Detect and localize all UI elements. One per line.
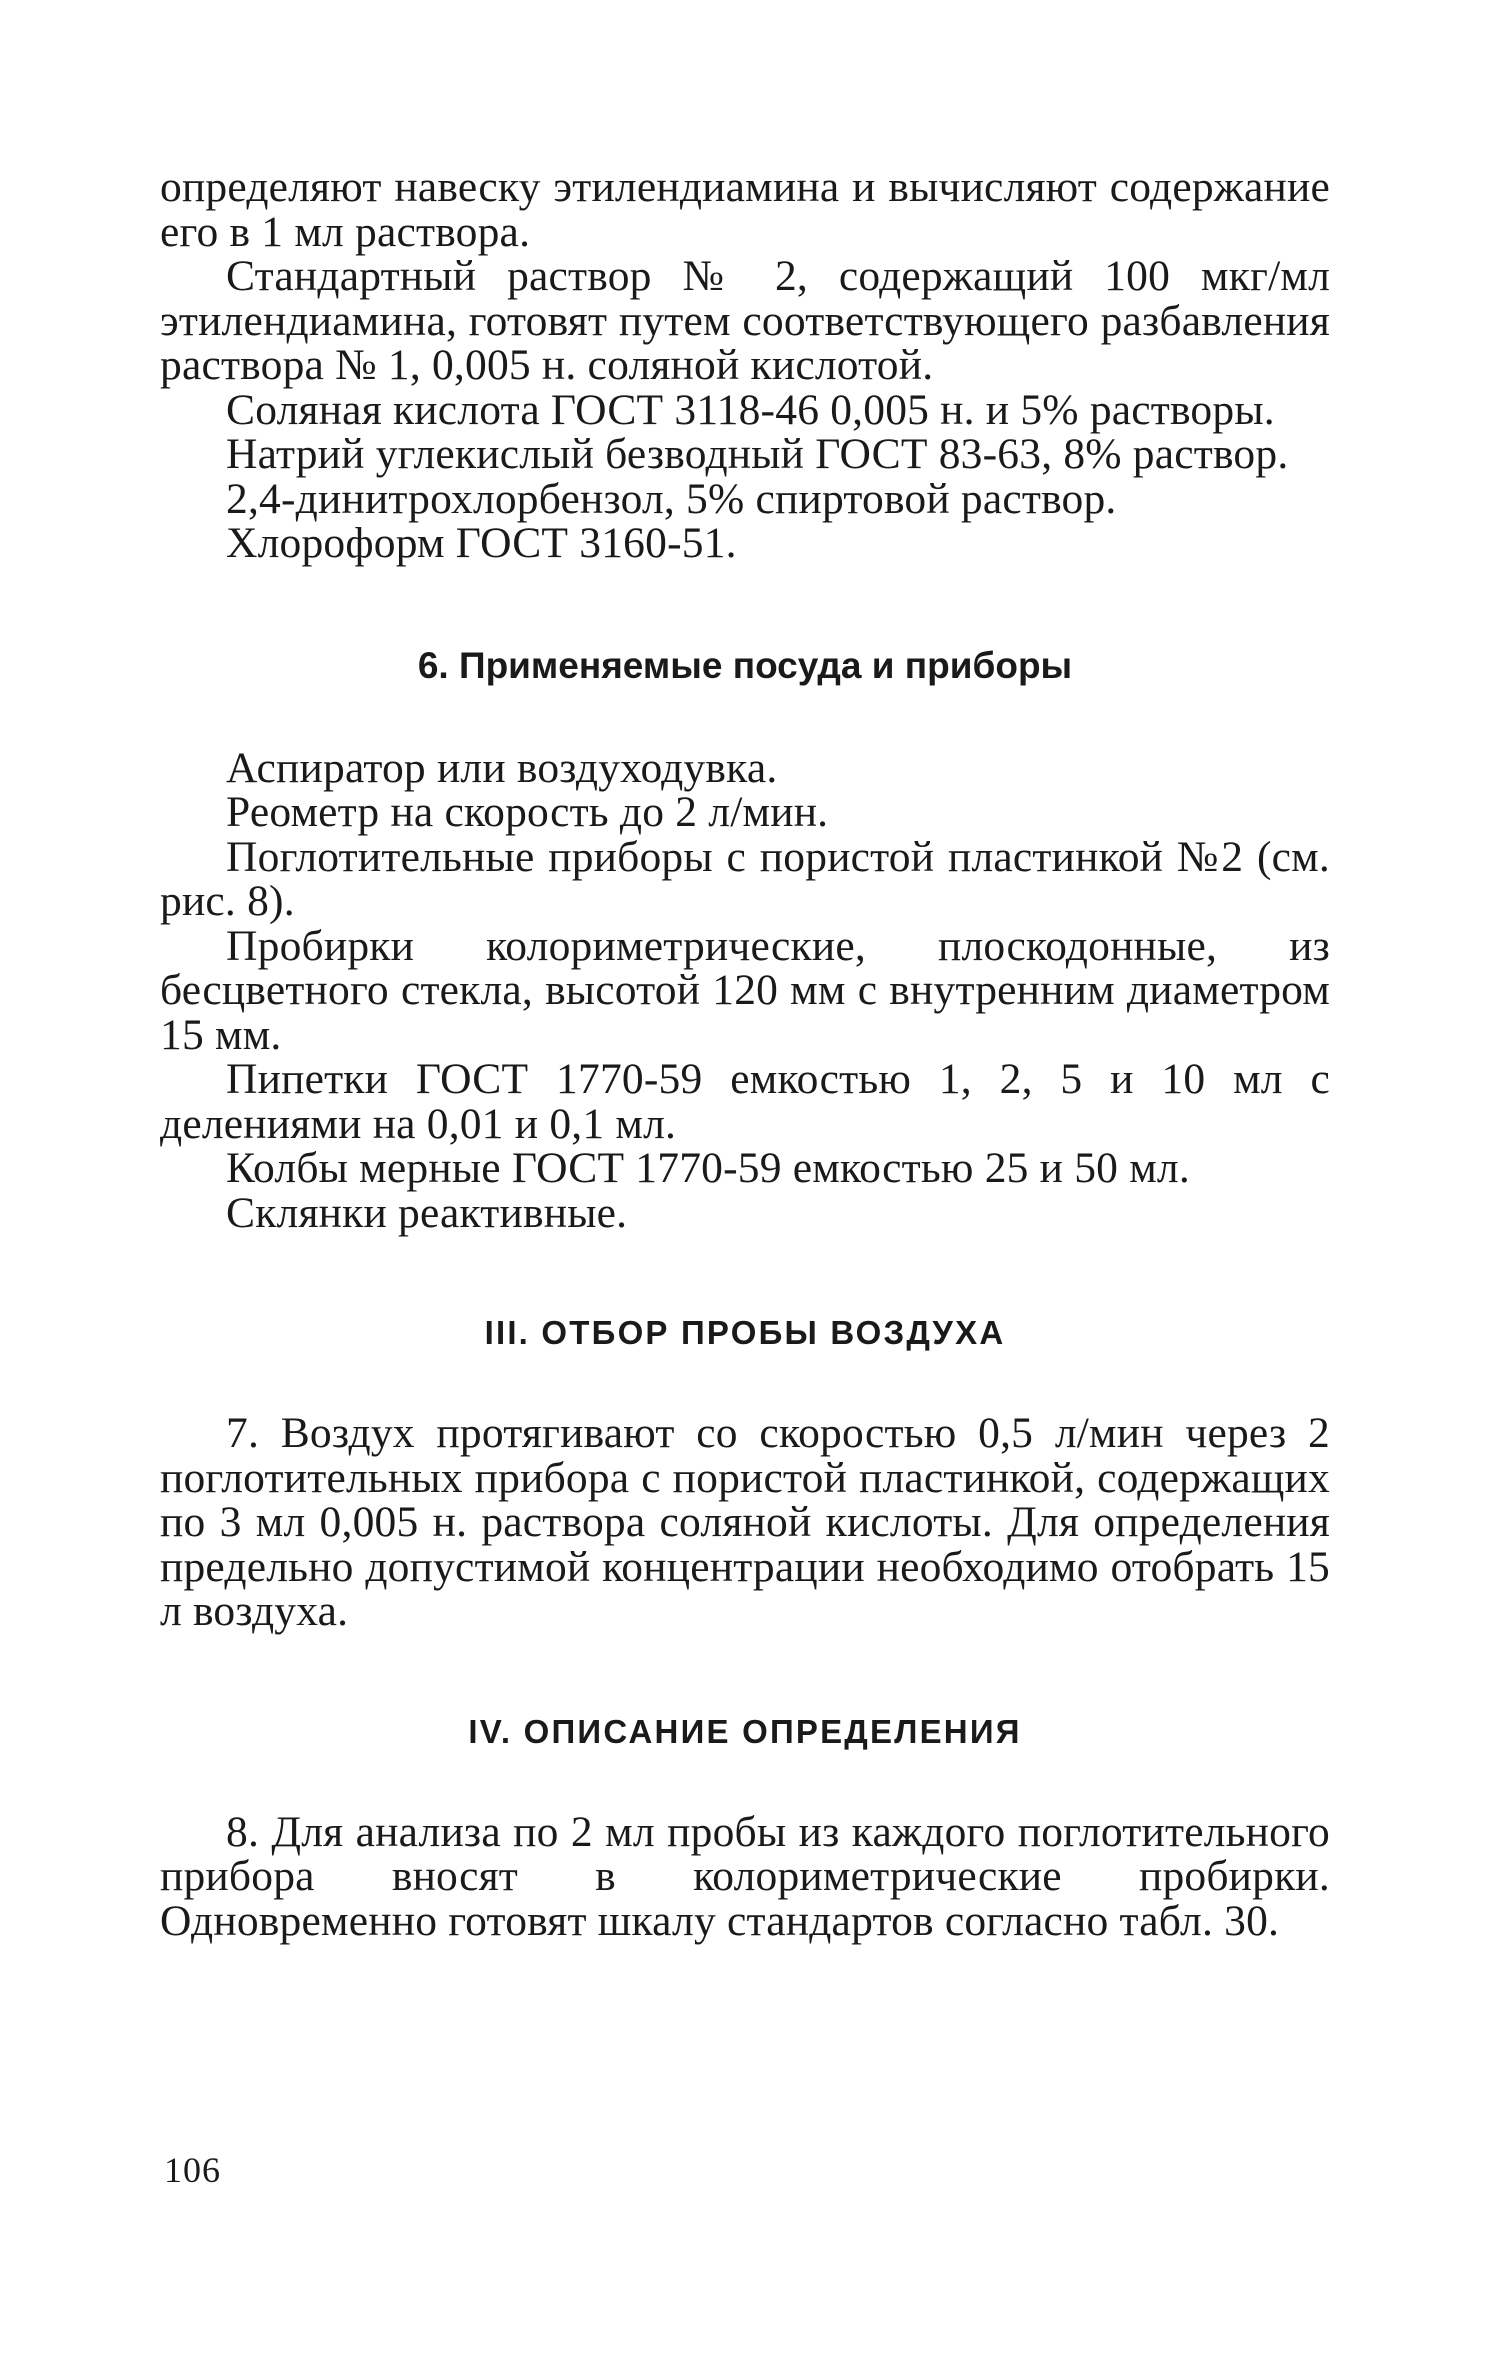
equipment-item: Аспиратор или воздуходувка. (226, 743, 778, 792)
section-heading-procedure: IV. ОПИСАНИЕ ОПРЕДЕЛЕНИЯ (468, 1712, 1022, 1750)
equipment-item: Склянки реактивные. (226, 1188, 628, 1237)
paragraph-standard-solution-2: Стандартный раствор № 2, содержащий 100 мкг/мл этилендиамина, готовят путем соответствующего разбавления раствора № 1, 0,005 н. соляной кислотой. (160, 252, 1330, 389)
paragraph-chloroform: Хлороформ ГОСТ 3160-51. (226, 519, 737, 567)
equipment-item: Пипетки ГОСТ 1770-59 емкостью 1, 2, 5 и 10 мл с делениями на 0,01 и 0,1 мл. (160, 1055, 1330, 1148)
paragraph-sodium-carbonate: Натрий углекислый безводный ГОСТ 83-63, 8% раствор. (226, 430, 1289, 478)
equipment-item: Колбы мерные ГОСТ 1770-59 емкостью 25 и 50 мл. (226, 1144, 1190, 1192)
paragraph-procedure: 8. Для анализа по 2 мл пробы из каждого поглотительного прибора вносят в колориметрические пробирки. Одновременно готовят шкалу стандартов согласно табл. 30. (160, 1807, 1330, 1945)
page-number: 106 (164, 2150, 221, 2190)
page-content (160, 165, 1330, 1943)
equipment-item: Реометр на скорость до 2 л/мин. (226, 788, 829, 836)
equipment-item: Поглотительные приборы с пористой пластинкой №2 (см. рис. 8). (160, 832, 1330, 925)
paragraph-continuation: определяют навеску этилендиамина и вычисляют содержание его в 1 мл раствора. (160, 163, 1330, 256)
paragraph-hydrochloric-acid: Соляная кислота ГОСТ 3118-46 0,005 н. и 5% растворы. (226, 385, 1275, 434)
section-heading-air-sampling: III. ОТБОР ПРОБЫ ВОЗДУХА (484, 1314, 1006, 1351)
paragraph-air-sampling: 7. Воздух протягивают со скоростью 0,5 л/мин через 2 поглотительных прибора с пористой пластинкой, содержащих по 3 мл 0,005 н. раствора соляной кислоты. Для определения предельно допустимой концентрации необходимо отобрать 15 л воздуха. (160, 1409, 1330, 1635)
paragraph-dinitrochlorobenzene: 2,4-динитрохлорбензол, 5% спиртовой раствор. (226, 474, 1117, 523)
section-heading-equipment: 6. Применяемые посуда и приборы (417, 644, 1073, 686)
equipment-item: Пробирки колориметрические, плоскодонные, из бесцветного стекла, высотой 120 мм с внутренним диаметром 15 мм. (160, 921, 1330, 1059)
